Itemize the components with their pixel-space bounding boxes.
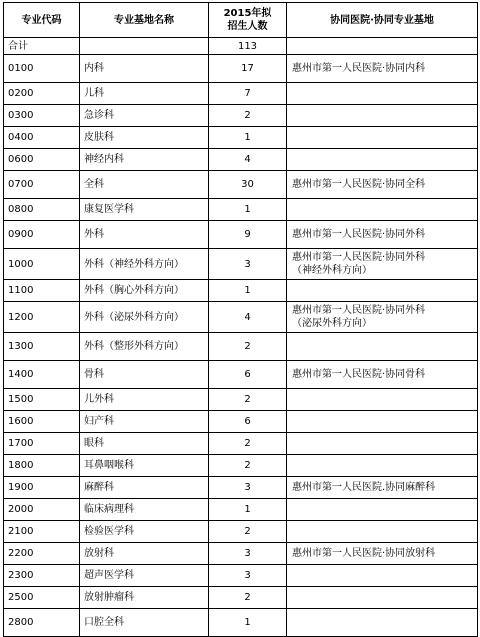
header-name: 专业基地名称 xyxy=(80,3,209,38)
row-code: 1800 xyxy=(4,455,80,477)
row-count: 17 xyxy=(209,55,287,83)
table-row xyxy=(4,333,478,361)
row-collab-line: 惠州市第一人民医院.协同麻醉科 xyxy=(292,482,436,493)
row-code: 0400 xyxy=(4,127,80,149)
row-collab xyxy=(287,83,478,105)
row-count: 2 xyxy=(209,389,287,411)
header-code: 专业代码 xyxy=(4,3,80,38)
row-collab-line: 惠州市第一人民医院·协同外科 xyxy=(292,229,426,240)
row-collab xyxy=(287,105,478,127)
table-row xyxy=(4,280,478,302)
row-count: 2 xyxy=(209,587,287,609)
row-name: 超声医学科 xyxy=(80,565,209,587)
header-count-line2: 招生人数 xyxy=(227,21,268,32)
table-row xyxy=(4,302,478,333)
table-row xyxy=(4,171,478,199)
table-row xyxy=(4,83,478,105)
table-row xyxy=(4,411,478,433)
row-count: 1 xyxy=(209,609,287,637)
row-collab xyxy=(287,199,478,221)
row-code: 2100 xyxy=(4,521,80,543)
row-count: 2 xyxy=(209,105,287,127)
row-code: 2200 xyxy=(4,543,80,565)
row-code: 1500 xyxy=(4,389,80,411)
header-row xyxy=(4,3,478,38)
total-row xyxy=(4,38,478,55)
enrollment-table xyxy=(3,2,478,637)
table-row xyxy=(4,543,478,565)
row-name: 儿科 xyxy=(80,83,209,105)
row-count: 2 xyxy=(209,433,287,455)
row-count: 2 xyxy=(209,333,287,361)
row-code: 1900 xyxy=(4,477,80,499)
row-code: 2500 xyxy=(4,587,80,609)
row-name: 儿外科 xyxy=(80,389,209,411)
header-count xyxy=(209,3,287,38)
total-label: 合计 xyxy=(4,38,80,55)
row-collab xyxy=(287,499,478,521)
table-row xyxy=(4,587,478,609)
row-count: 1 xyxy=(209,280,287,302)
row-name: 外科（胸心外科方向） xyxy=(80,280,209,302)
row-collab xyxy=(287,249,478,280)
row-collab-line: 惠州市第一人民医院·协同外科 xyxy=(292,252,426,263)
row-code: 0700 xyxy=(4,171,80,199)
row-code: 2000 xyxy=(4,499,80,521)
row-collab xyxy=(287,171,478,199)
table-row xyxy=(4,499,478,521)
row-collab xyxy=(287,389,478,411)
table-row xyxy=(4,361,478,389)
table-row xyxy=(4,249,478,280)
row-name: 内科 xyxy=(80,55,209,83)
row-code: 2300 xyxy=(4,565,80,587)
row-name: 放射科 xyxy=(80,543,209,565)
header-count-line1: 2015年拟 xyxy=(223,8,272,19)
row-name: 耳鼻咽喉科 xyxy=(80,455,209,477)
row-name: 检验医学科 xyxy=(80,521,209,543)
row-count: 1 xyxy=(209,127,287,149)
row-count: 1 xyxy=(209,499,287,521)
row-collab-line: 惠州市第一人民医院·协同外科 xyxy=(292,305,426,316)
row-name: 外科 xyxy=(80,221,209,249)
row-collab xyxy=(287,221,478,249)
table-row xyxy=(4,199,478,221)
table-row xyxy=(4,477,478,499)
row-name: 康复医学科 xyxy=(80,199,209,221)
row-collab xyxy=(287,280,478,302)
row-count: 1 xyxy=(209,199,287,221)
row-code: 0800 xyxy=(4,199,80,221)
row-collab-line: 惠州市第一人民医院·协同骨科 xyxy=(292,369,426,380)
total-collab-blank xyxy=(287,38,478,55)
row-name: 妇产科 xyxy=(80,411,209,433)
row-count: 7 xyxy=(209,83,287,105)
row-name: 外科（泌尿外科方向） xyxy=(80,302,209,333)
row-collab-line: （泌尿外科方向） xyxy=(292,318,372,329)
row-name: 全科 xyxy=(80,171,209,199)
row-collab-line: 惠州市第一人民医院·协同放射科 xyxy=(292,548,436,559)
row-name: 放射肿瘤科 xyxy=(80,587,209,609)
row-collab xyxy=(287,149,478,171)
table-row xyxy=(4,127,478,149)
row-count: 2 xyxy=(209,455,287,477)
total-blank xyxy=(80,38,209,55)
table-row xyxy=(4,55,478,83)
row-code: 1700 xyxy=(4,433,80,455)
total-count: 113 xyxy=(209,38,287,55)
row-count: 3 xyxy=(209,565,287,587)
row-count: 3 xyxy=(209,477,287,499)
row-count: 3 xyxy=(209,543,287,565)
row-name: 皮肤科 xyxy=(80,127,209,149)
row-count: 2 xyxy=(209,521,287,543)
row-collab xyxy=(287,333,478,361)
table-row xyxy=(4,521,478,543)
row-count: 4 xyxy=(209,149,287,171)
table-row xyxy=(4,389,478,411)
row-collab-line: （神经外科方向） xyxy=(292,265,372,276)
clipped-footnote xyxy=(0,620,480,626)
row-code: 0100 xyxy=(4,55,80,83)
row-collab-line: 惠州市第一人民医院·协同内科 xyxy=(292,63,426,74)
row-name: 外科（整形外科方向） xyxy=(80,333,209,361)
row-code: 1000 xyxy=(4,249,80,280)
row-name: 眼科 xyxy=(80,433,209,455)
row-count: 30 xyxy=(209,171,287,199)
row-code: 1400 xyxy=(4,361,80,389)
row-collab xyxy=(287,127,478,149)
row-code: 0200 xyxy=(4,83,80,105)
row-collab xyxy=(287,361,478,389)
row-code: 0300 xyxy=(4,105,80,127)
table-row xyxy=(4,433,478,455)
row-name: 骨科 xyxy=(80,361,209,389)
row-code: 0900 xyxy=(4,221,80,249)
row-collab xyxy=(287,477,478,499)
row-name: 口腔全科 xyxy=(80,609,209,637)
row-name: 外科（神经外科方向） xyxy=(80,249,209,280)
row-collab xyxy=(287,543,478,565)
row-name: 神经内科 xyxy=(80,149,209,171)
row-collab xyxy=(287,302,478,333)
table-row xyxy=(4,149,478,171)
row-code: 2800 xyxy=(4,609,80,637)
row-name: 麻醉科 xyxy=(80,477,209,499)
row-collab xyxy=(287,411,478,433)
row-count: 9 xyxy=(209,221,287,249)
table-row xyxy=(4,105,478,127)
row-code: 1600 xyxy=(4,411,80,433)
row-code: 1300 xyxy=(4,333,80,361)
row-count: 6 xyxy=(209,361,287,389)
row-code: 0600 xyxy=(4,149,80,171)
row-code: 1200 xyxy=(4,302,80,333)
table-row xyxy=(4,565,478,587)
row-count: 6 xyxy=(209,411,287,433)
row-collab xyxy=(287,587,478,609)
table-row xyxy=(4,455,478,477)
row-collab xyxy=(287,455,478,477)
row-name: 急诊科 xyxy=(80,105,209,127)
row-collab xyxy=(287,55,478,83)
table-row xyxy=(4,221,478,249)
header-collab: 协同医院·协同专业基地 xyxy=(287,3,478,38)
row-count: 4 xyxy=(209,302,287,333)
row-name: 临床病理科 xyxy=(80,499,209,521)
row-collab xyxy=(287,433,478,455)
row-collab xyxy=(287,565,478,587)
row-count: 3 xyxy=(209,249,287,280)
enrollment-table-container xyxy=(0,2,478,637)
row-collab xyxy=(287,521,478,543)
row-collab-line: 惠州市第一人民医院·协同全科 xyxy=(292,179,426,190)
row-code: 1100 xyxy=(4,280,80,302)
